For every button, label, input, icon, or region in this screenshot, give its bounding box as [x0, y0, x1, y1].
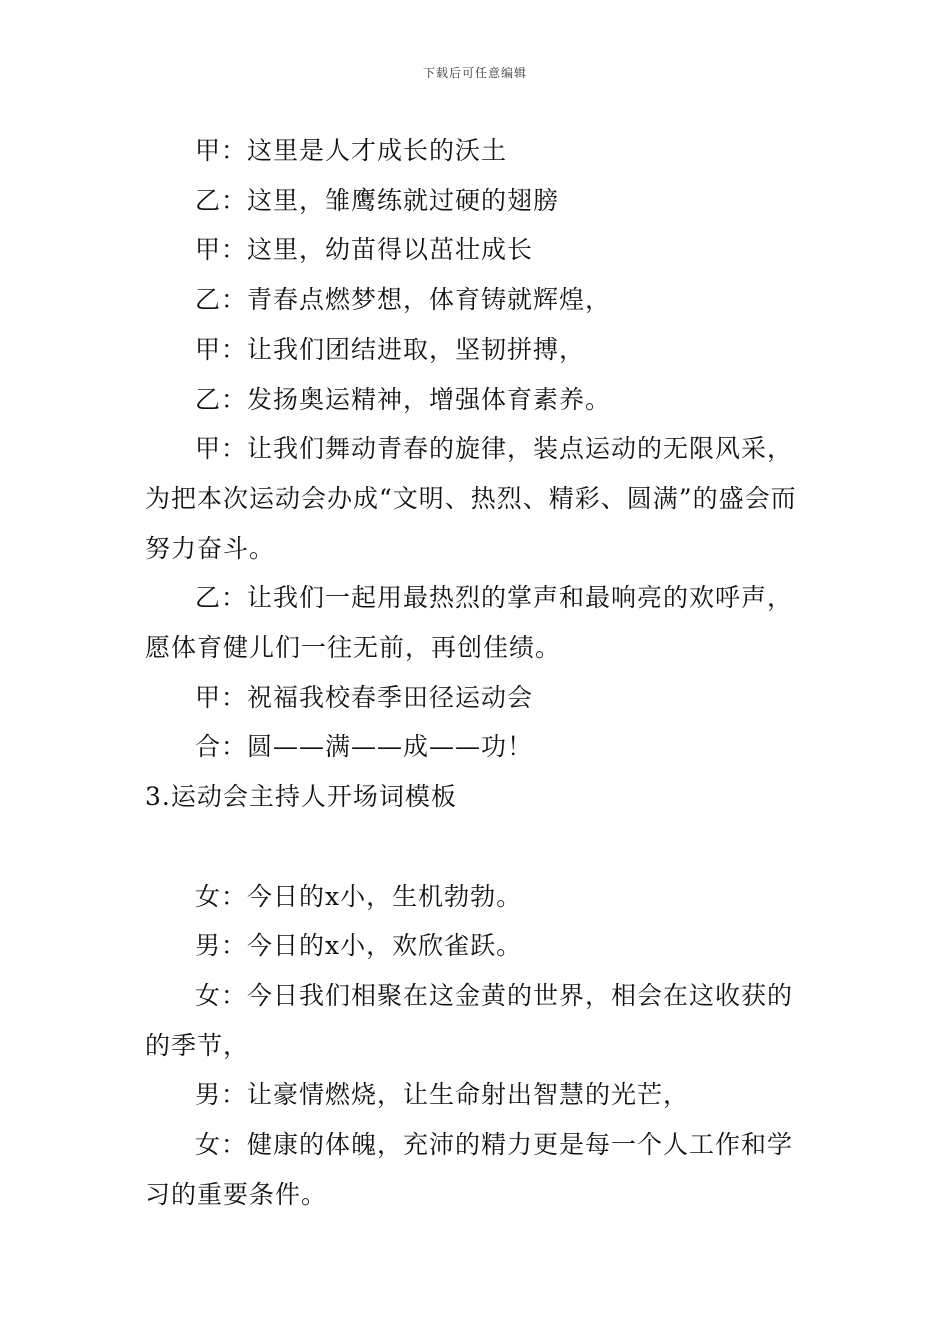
- dialogue-line: 男：今日的x小，欢欣雀跃。: [195, 931, 523, 961]
- dialogue-line: 甲：这里是人才成长的沃土: [195, 136, 508, 165]
- dialogue-line: 甲：让我们团结进取，坚韧拼搏，: [195, 334, 586, 364]
- dialogue-line: 甲：祝福我校春季田径运动会: [195, 682, 534, 712]
- dialogue-line: 女：今日的x小，生机勃勃。: [195, 881, 523, 911]
- dialogue-line: 甲：让我们舞动青春的旋律，装点运动的无限风采，为把本次运动会办成“文明、热烈、精彩、圆满”的盛会而努力奋斗。: [145, 434, 797, 563]
- document-body: [145, 126, 810, 1219]
- dialogue-line: 男：让豪情燃烧，让生命射出智慧的光芒，: [195, 1080, 690, 1110]
- dialogue-line: 乙：发扬奥运精神，增强体育素养。: [195, 384, 612, 414]
- dialogue-line: 乙：让我们一起用最热烈的掌声和最响亮的欢呼声，愿体育健儿们一往无前，再创佳绩。: [145, 583, 794, 663]
- section-heading: 3.运动会主持人开场词模板: [145, 782, 457, 812]
- blank-line: [145, 822, 810, 872]
- dialogue-line: 乙：这里，雏鹰练就过硬的翅膀: [195, 185, 560, 215]
- dialogue-line: 女：今日我们相聚在这金黄的世界，相会在这收获的的季节，: [145, 980, 794, 1060]
- dialogue-line: 甲：这里，幼苗得以茁壮成长: [195, 235, 534, 265]
- dialogue-line: 合：圆——满——成——功！: [195, 732, 534, 762]
- page-header-note: 下载后可任意编辑: [422, 66, 527, 80]
- dialogue-line: 乙：青春点燃梦想，体育铸就辉煌，: [195, 285, 612, 315]
- dialogue-line: 女：健康的体魄，充沛的精力更是每一个人工作和学习的重要条件。: [145, 1130, 794, 1209]
